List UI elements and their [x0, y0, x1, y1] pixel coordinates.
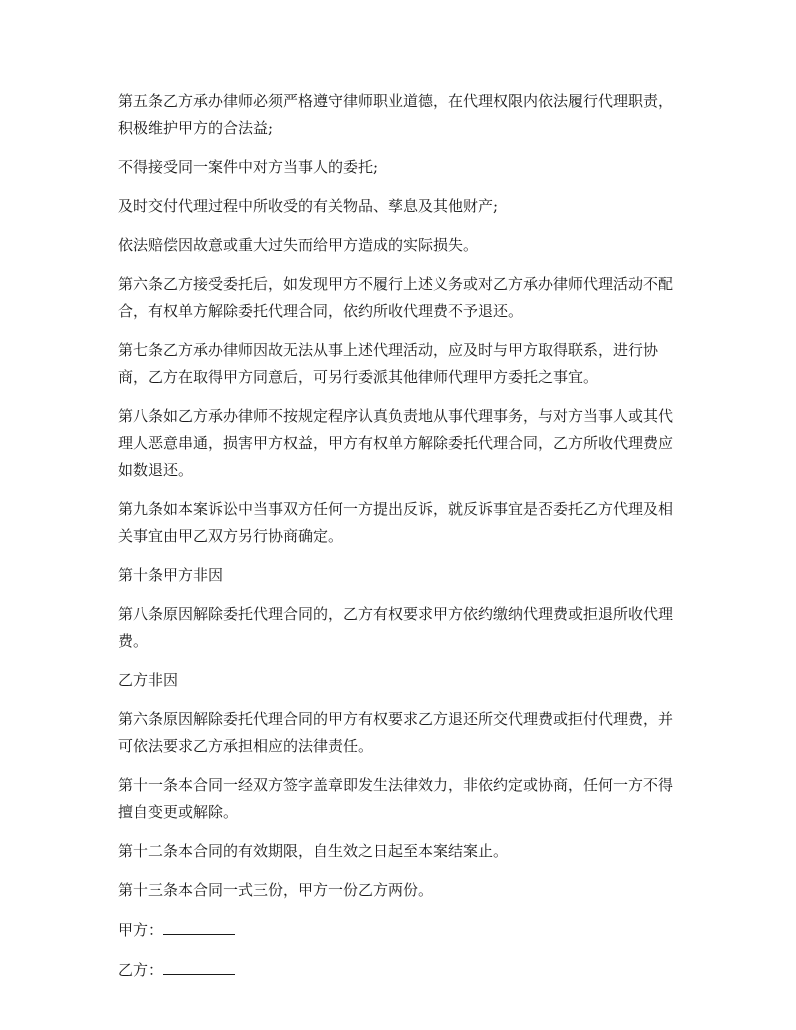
clause-6: 第六条乙方接受委托后，如发现甲方不履行上述义务或对乙方承办律师代理活动不配合，有权单方解除委托代理合同，依约所收代理费不予退还。 [118, 275, 674, 320]
clause-10-party-b: 第六条原因解除委托代理合同的甲方有权要求乙方退还所交代理费或拒付代理费，并可依法要求乙方承担相应的法律责任。 [118, 710, 674, 755]
party-b-label: 乙方： [118, 961, 164, 979]
clause-10: 第十条甲方非因 [118, 566, 224, 584]
clause-5: 第五条乙方承办律师必须严格遵守律师职业道德，在代理权限内依法履行代理职责，积极维护甲方的合法益; [118, 92, 674, 137]
clause-10-party-a: 第八条原因解除委托代理合同的，乙方有权要求甲方依约缴纳代理费或拒退所收代理费。 [118, 605, 674, 650]
clause-13: 第十三条本合同一式三份，甲方一份乙方两份。 [118, 881, 434, 899]
clause-9: 第九条如本案诉讼中当事双方任何一方提出反诉，就反诉事宜是否委托乙方代理及相关事宜由甲乙双方另行协商确定。 [118, 500, 674, 545]
party-b-signature [118, 956, 684, 984]
party-b-signature-line [163, 956, 235, 975]
clause-5-item-4: 依法赔偿因故意或重大过失而给甲方造成的实际损失。 [118, 236, 479, 254]
clause-12: 第十二条本合同的有效期限，自生效之日起至本案结案止。 [118, 842, 509, 860]
party-a-signature [118, 916, 684, 944]
document-body [118, 88, 684, 996]
party-a-label: 甲方： [118, 921, 164, 939]
clause-5-item-3: 及时交付代理过程中所收受的有关物品、孳息及其他财产; [118, 197, 499, 215]
clause-8: 第八条如乙方承办律师不按规定程序认真负责地从事代理事务，与对方当事人或其代理人恶意串通，损害甲方权益，甲方有权单方解除委托代理合同，乙方所收代理费应如数退还。 [118, 407, 674, 479]
clause-7: 第七条乙方承办律师因故无法从事上述代理活动，应及时与甲方取得联系，进行协商，乙方在取得甲方同意后，可另行委派其他律师代理甲方委托之事宜。 [118, 341, 659, 386]
clause-5-item-2: 不得接受同一案件中对方当事人的委托; [118, 158, 379, 176]
party-a-signature-line [163, 916, 235, 935]
clause-11: 第十一条本合同一经双方签字盖章即发生法律效力，非依约定或协商，任何一方不得擅自变更或解除。 [118, 776, 674, 821]
clause-10-party-b-heading: 乙方非因 [118, 671, 179, 689]
